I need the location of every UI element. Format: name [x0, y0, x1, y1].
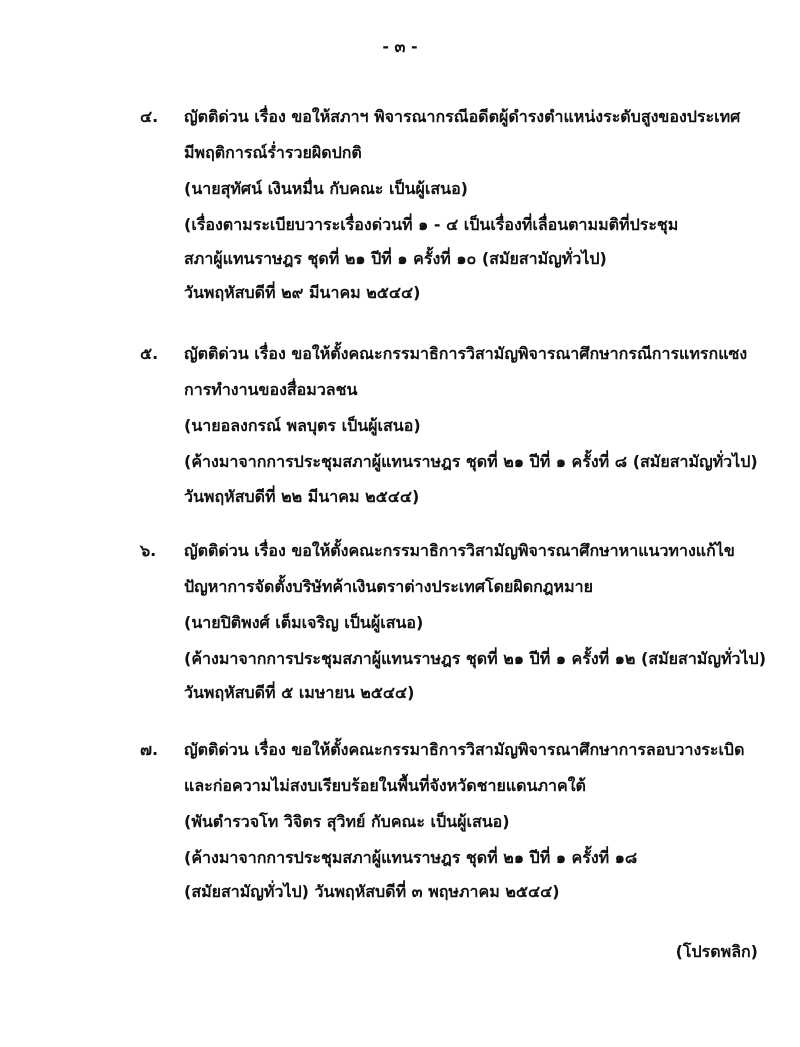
- item-title: ญัตติด่วน เรื่อง ขอให้ตั้งคณะกรรมาธิการวิสามัญพิจารณาศึกษาการลอบวางระเบิด: [184, 740, 745, 759]
- item-number: ๔.: [140, 107, 159, 126]
- item-date: วันพฤหัสบดีที่ ๒๒ มีนาคม ๒๕๔๔): [184, 487, 420, 506]
- item-note: (ค้างมาจากการประชุมสภาผู้แทนราษฎร ชุดที่ ๒๑ ปีที่ ๑ ครั้งที่ ๘ (สมัยสามัญทั่วไป): [184, 452, 758, 471]
- item-title-continued: ปัญหาการจัดตั้งบริษัทค้าเงินตราต่างประเทศโดยผิดกฎหมาย: [184, 577, 593, 596]
- item-proposer: (พันตำรวจโท วิจิตร สุวิทย์ กับคณะ เป็นผู้เสนอ): [184, 812, 510, 831]
- item-note: (ค้างมาจากการประชุมสภาผู้แทนราษฎร ชุดที่ ๒๑ ปีที่ ๑ ครั้งที่ ๑๒ (สมัยสามัญทั่วไป): [184, 649, 767, 668]
- page-number: - ๓ -: [382, 37, 418, 56]
- item-number: ๕.: [140, 344, 159, 363]
- item-date: วันพฤหัสบดีที่ ๕ เมษายน ๒๕๔๔): [184, 683, 415, 702]
- item-number: ๗.: [140, 740, 159, 759]
- item-title-continued: การทำงานของสื่อมวลชน: [184, 380, 358, 399]
- item-date: (สมัยสามัญทั่วไป) วันพฤหัสบดีที่ ๓ พฤษภาคม ๒๕๔๔): [184, 882, 560, 901]
- item-note: (เรื่องตามระเบียบวาระเรื่องด่วนที่ ๑ - ๔ เป็นเรื่องที่เลื่อนตามมติที่ประชุม: [184, 215, 679, 234]
- item-note: (ค้างมาจากการประชุมสภาผู้แทนราษฎร ชุดที่ ๒๑ ปีที่ ๑ ครั้งที่ ๑๘: [184, 848, 638, 867]
- please-turn-over-note: (โปรดพลิก): [675, 942, 758, 961]
- item-title: ญัตติด่วน เรื่อง ขอให้สภาฯ พิจารณากรณีอดีตผู้ดำรงตำแหน่งระดับสูงของประเทศ: [184, 107, 741, 126]
- item-proposer: (นายสุทัศน์ เงินหมื่น กับคณะ เป็นผู้เสนอ): [184, 179, 468, 198]
- item-date: วันพฤหัสบดีที่ ๒๙ มีนาคม ๒๕๔๔): [184, 283, 421, 302]
- item-note: สภาผู้แทนราษฎร ชุดที่ ๒๑ ปีที่ ๑ ครั้งที่ ๑๐ (สมัยสามัญทั่วไป): [184, 249, 607, 268]
- item-title: ญัตติด่วน เรื่อง ขอให้ตั้งคณะกรรมาธิการวิสามัญพิจารณาศึกษากรณีการแทรกแซง: [184, 344, 748, 363]
- item-proposer: (นายปิติพงศ์ เต็มเจริญ เป็นผู้เสนอ): [184, 613, 424, 632]
- item-proposer: (นายอลงกรณ์ พลบุตร เป็นผู้เสนอ): [184, 416, 421, 435]
- item-title-continued: และก่อความไม่สงบเรียบร้อยในพื้นที่จังหวัดชายแดนภาคใต้: [184, 776, 586, 795]
- item-title: ญัตติด่วน เรื่อง ขอให้ตั้งคณะกรรมาธิการวิสามัญพิจารณาศึกษาหาแนวทางแก้ไข: [184, 541, 735, 560]
- item-title-continued: มีพฤติการณ์ร่ำรวยผิดปกติ: [184, 143, 362, 162]
- item-number: ๖.: [140, 541, 157, 560]
